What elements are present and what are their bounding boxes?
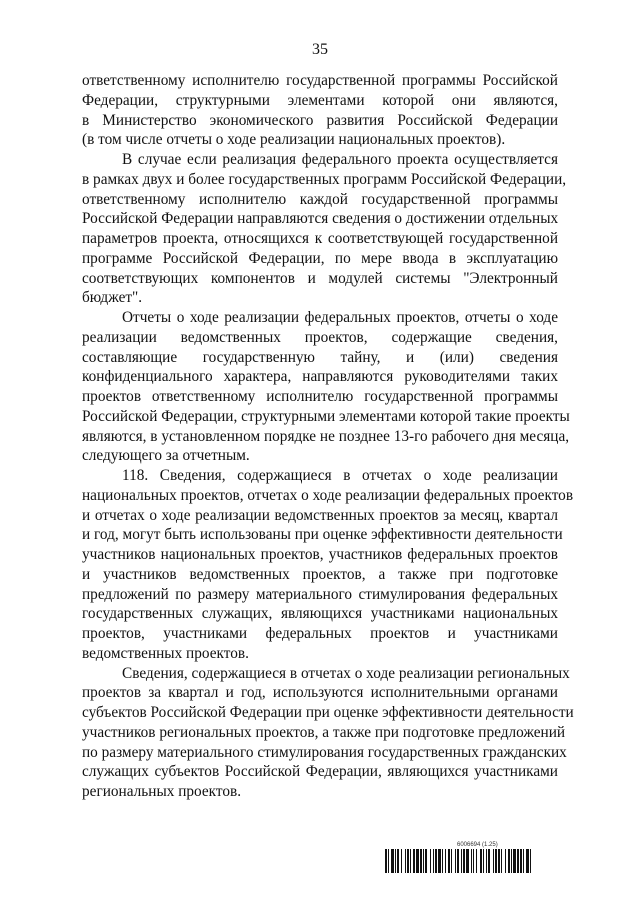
text-line: реализации ведомственных проектов, содержащие сведения, [82, 328, 558, 346]
text-line: составляющие государственную тайну, и (или) сведения [82, 348, 558, 366]
text-line: соответствующих компонентов и модулей системы "Электронный [82, 269, 558, 287]
text-line: Сведения, содержащиеся в отчетах о ходе реализации региональных [122, 664, 570, 682]
paragraph-5 [82, 664, 574, 802]
text-line: бюджет". [82, 289, 143, 307]
text-line: ответственному исполнителю государственной программы Российской [82, 72, 558, 89]
paragraph-1 [82, 71, 558, 150]
text-line: Отчеты о ходе реализации федеральных проектов, отчеты о ходе [122, 309, 558, 326]
text-line: являются, в установленном порядке не позднее 13-го рабочего дня месяца, [82, 427, 570, 445]
text-line: Федерации, структурными элементами которой они являются, [82, 91, 558, 109]
text-line: программе Российской Федерации, по мере ввода в эксплуатацию [82, 249, 558, 267]
document-body [82, 71, 574, 802]
text-line: и отчетах о ходе реализации ведомственных проектов за месяц, квартал [82, 506, 558, 524]
text-line: следующего за отчетным. [82, 447, 250, 465]
barcode-id: 6006694 (1.25) [457, 842, 498, 848]
text-line: субъектов Российской Федерации при оценке эффективности деятельности [82, 704, 574, 721]
text-line: (в том числе отчеты о ходе реализации национальных проектов). [82, 131, 506, 149]
paragraph-2 [82, 150, 567, 308]
text-line: В случае если реализация федерального проекта осуществляется [122, 151, 558, 168]
text-line: конфиденциального характера, направляются руководителями таких [82, 368, 558, 386]
text-line: в Министерство экономического развития Российской Федерации [82, 111, 558, 129]
text-line: предложений по размеру материального стимулирования федеральных [82, 585, 558, 603]
text-line: и участников ведомственных проектов, а также при подготовке [82, 565, 558, 583]
text-line: проектов, участниками федеральных проектов и участниками [82, 625, 558, 642]
text-line: ответственному исполнителю каждой государственной программы [82, 190, 558, 208]
text-line: проектов за квартал и год, используются исполнительными органами [82, 684, 558, 702]
text-line: национальных проектов, отчетах о ходе реализации федеральных проектов [82, 486, 574, 504]
text-line: параметров проекта, относящихся к соответствующей государственной [82, 230, 558, 247]
barcode-image [385, 849, 590, 873]
paragraph-4 [82, 466, 574, 664]
text-line: и год, могут быть использованы при оценке эффективности деятельности [82, 526, 563, 544]
text-line: в рамках двух и более государственных программ Российской Федерации, [82, 170, 567, 188]
text-line: проектов ответственному исполнителю государственной программы [82, 388, 558, 405]
text-line: Российской Федерации направляются сведения о достижении отдельных [82, 210, 559, 228]
text-line: участников национальных проектов, участников федеральных проектов [82, 546, 558, 563]
text-line: участников региональных проектов, а также при подготовке предложений [82, 723, 566, 741]
text-line: региональных проектов. [82, 783, 242, 800]
paragraph-3 [82, 308, 570, 466]
text-line: ведомственных проектов. [82, 644, 249, 662]
text-line: по размеру материального стимулирования государственных гражданских [82, 743, 567, 761]
barcode-block [385, 842, 590, 873]
text-line: 118. Сведения, содержащиеся в отчетах о ходе реализации [122, 467, 558, 484]
text-line: Российской Федерации, структурными элементами которой такие проекты [82, 407, 570, 425]
page-number: 35 [312, 41, 328, 58]
text-line: служащих субъектов Российской Федерации, являющихся участниками [82, 763, 558, 781]
text-line: государственных служащих, являющихся участниками национальных [82, 605, 558, 623]
